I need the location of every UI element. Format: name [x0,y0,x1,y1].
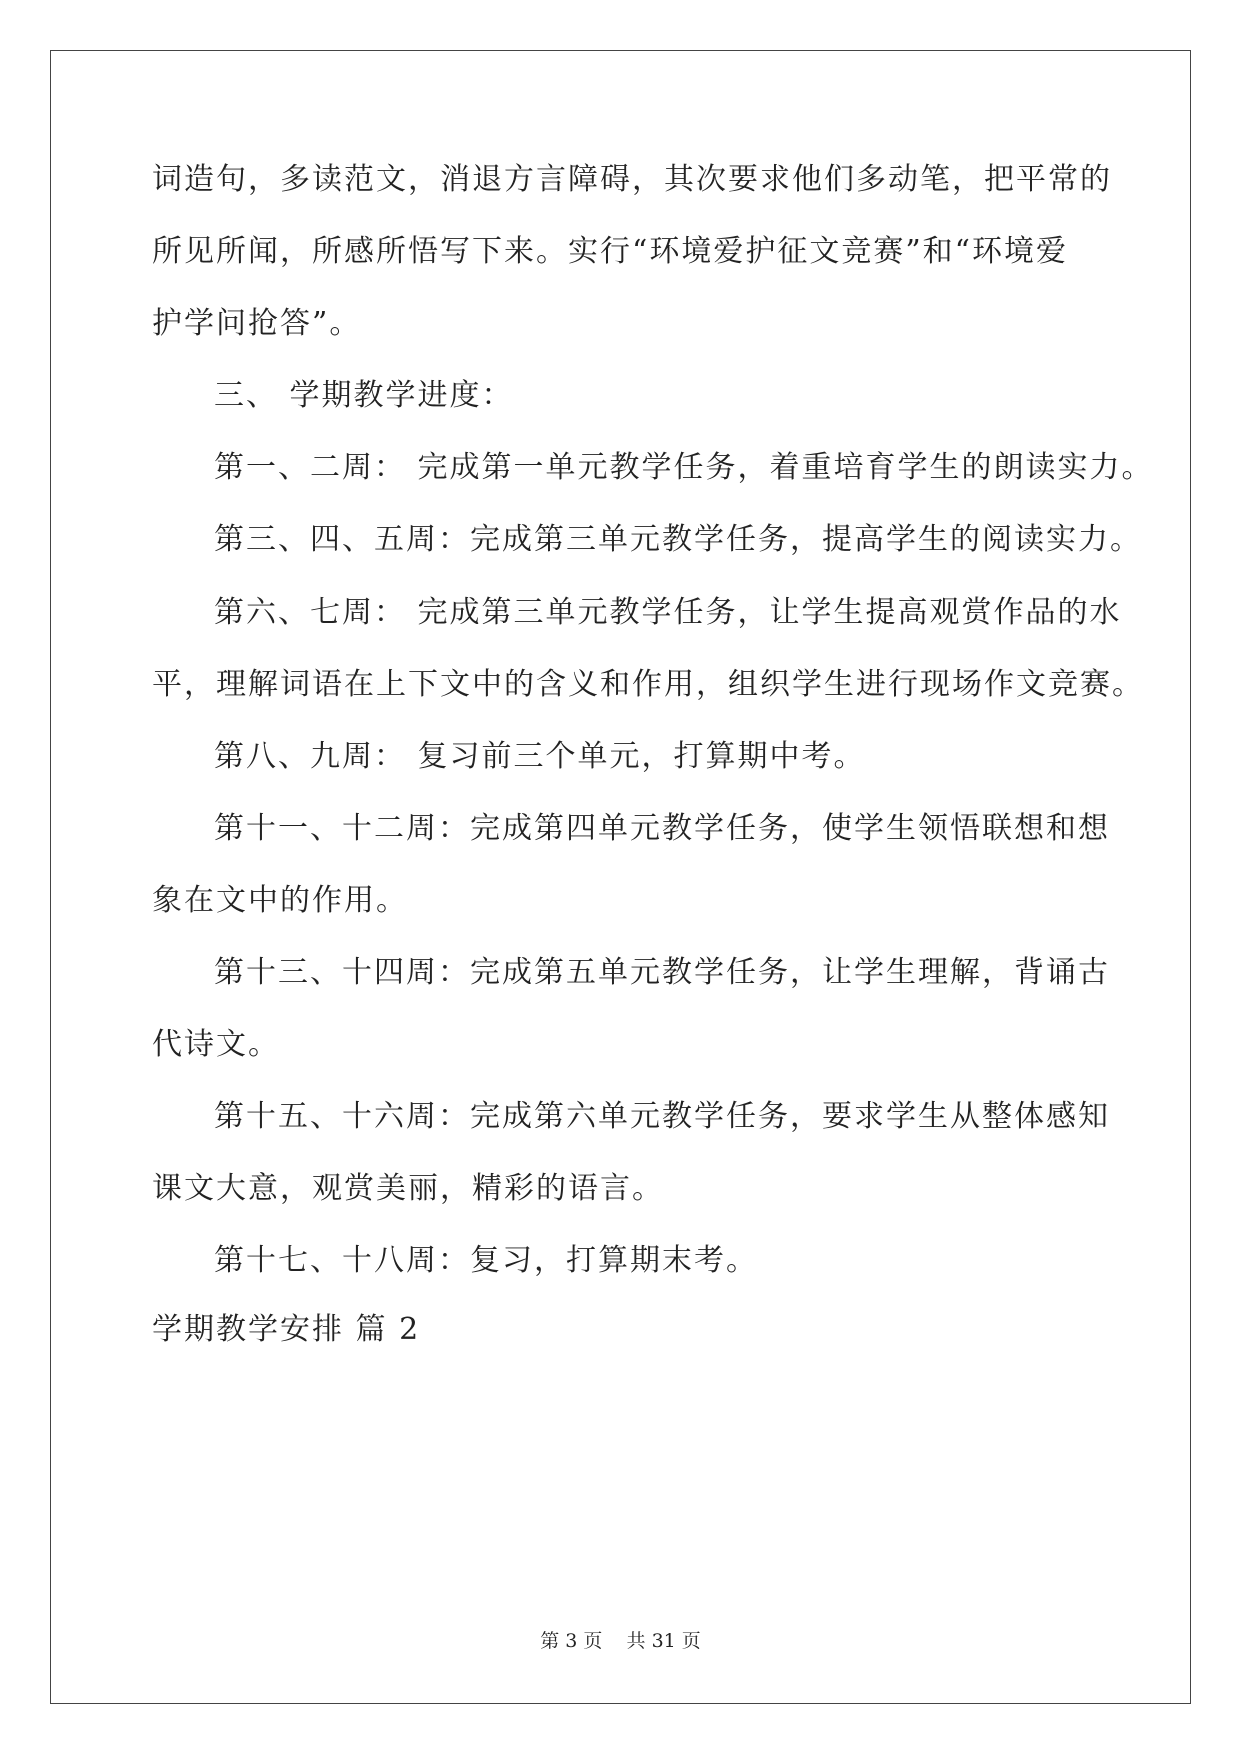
section-heading: 三、 学期教学进度： [214,378,514,413]
text-line: 平，理解词语在上下文中的含义和作用，组织学生进行现场作文竞赛。 [152,667,1144,702]
text-line: 第十三、十四周：完成第五单元教学任务，让学生理解，背诵古 [214,955,1110,990]
text-line: 护学问抢答”。 [152,306,362,341]
text-line: 所见所闻，所感所悟写下来。实行“环境爱护征文竞赛”和“环境爱 [152,234,1069,269]
text-line: 词造句，多读范文，消退方言障碍，其次要求他们多动笔，把平常的 [152,162,1112,197]
page-footer: 第 3 页 共 31 页 [540,1630,701,1652]
text-line: 第六、七周： 完成第三单元教学任务，让学生提高观赏作品的水 [214,595,1122,630]
text-line: 象在文中的作用。 [152,883,408,918]
text-line: 代诗文。 [152,1027,280,1062]
text-line: 第八、九周： 复习前三个单元，打算期中考。 [214,739,866,774]
text-line: 课文大意，观赏美丽，精彩的语言。 [152,1171,664,1206]
text-line: 第三、四、五周：完成第三单元教学任务，提高学生的阅读实力。 [214,522,1142,557]
text-line: 第十七、十八周：复习，打算期末考。 [214,1243,758,1278]
text-line: 第一、二周： 完成第一单元教学任务，着重培育学生的朗读实力。 [214,450,1154,485]
page-border [50,50,1191,1704]
text-line: 第十五、十六周：完成第六单元教学任务，要求学生从整体感知 [214,1099,1110,1134]
text-line: 第十一、十二周：完成第四单元教学任务，使学生领悟联想和想 [214,811,1110,846]
section-title: 学期教学安排 篇 2 [152,1312,421,1347]
